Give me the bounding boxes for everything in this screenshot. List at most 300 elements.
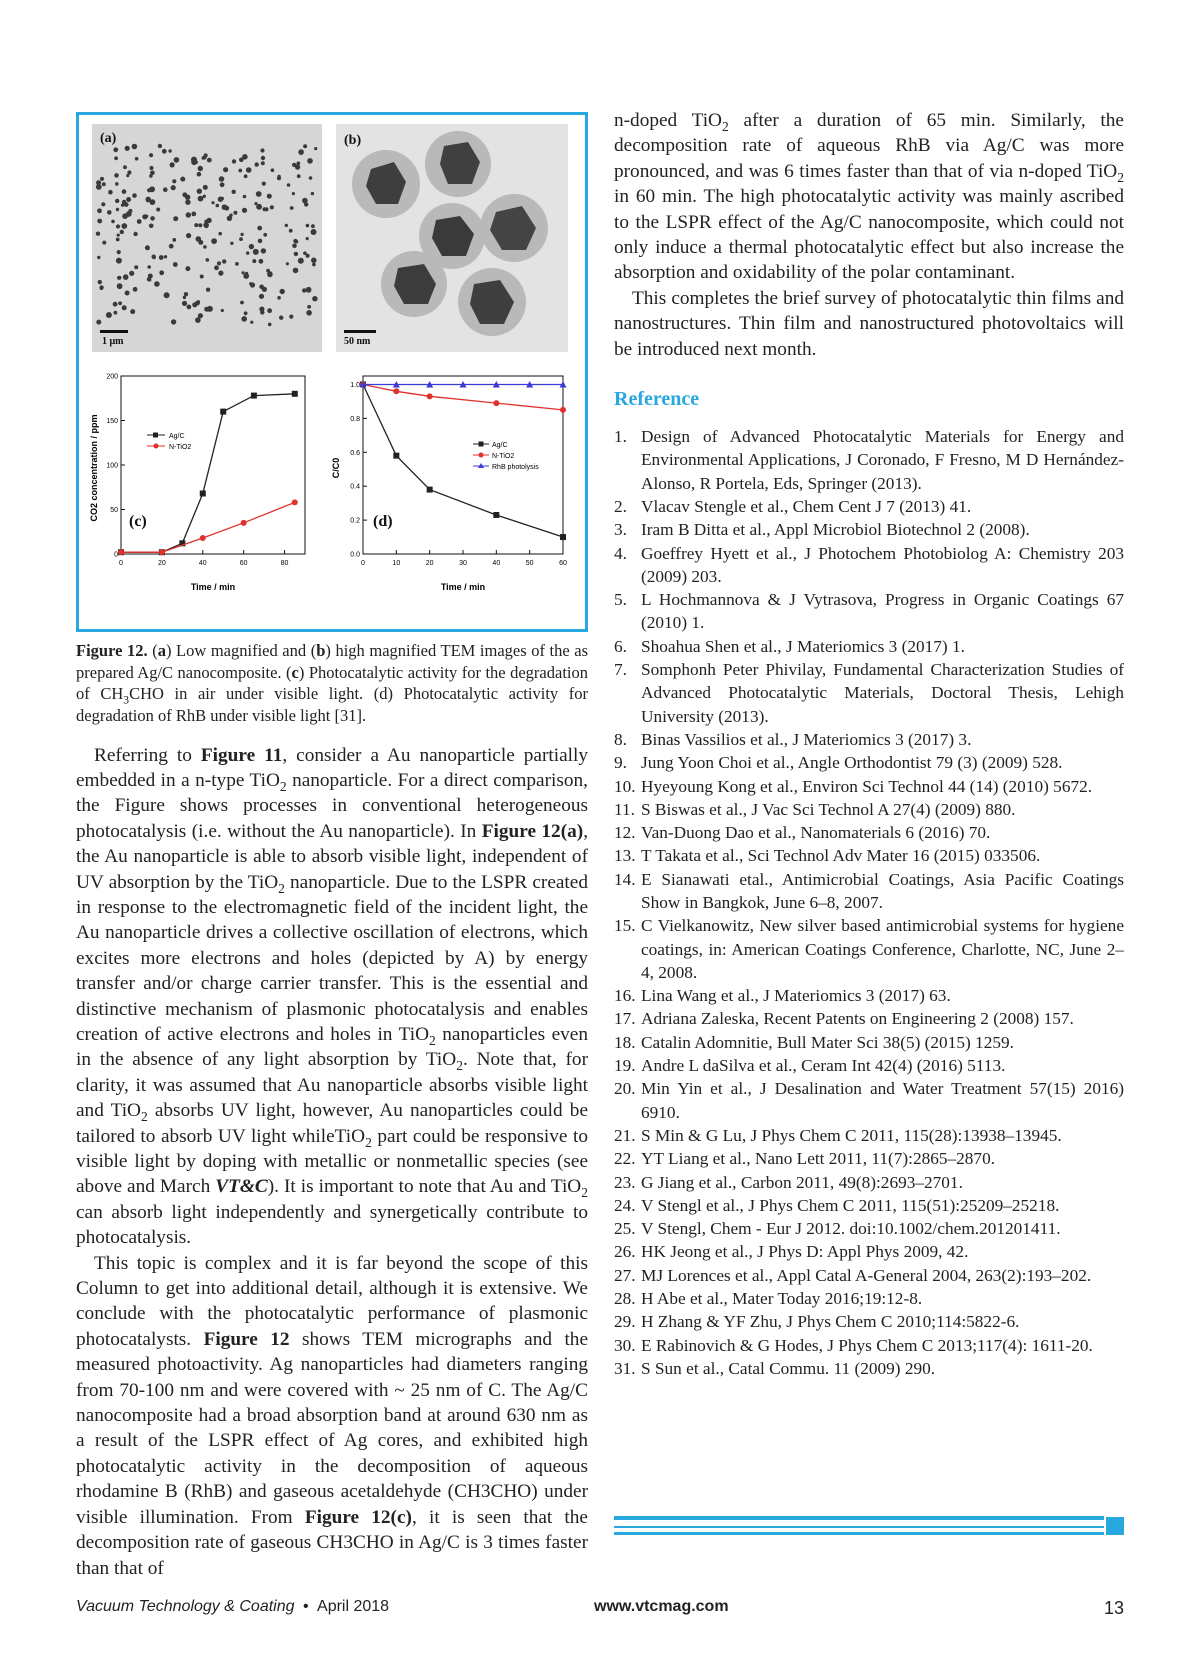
reference-item	[614, 518, 1124, 541]
reference-text: S Biswas et al., J Vac Sci Technol A 27(4) (2009) 880.	[641, 799, 1016, 819]
reference-item	[614, 425, 1124, 495]
nanoparticle	[115, 182, 119, 186]
footer-separator: •	[302, 1598, 309, 1615]
chart-c-legend-agc: Ag/C	[169, 433, 185, 440]
nanoparticle	[198, 196, 204, 202]
chart-d-ylabel: C/C0	[331, 457, 341, 479]
nanoparticle	[289, 315, 293, 319]
chart-c-legend-ntio2: N-TiO2	[169, 444, 192, 451]
reference-item	[614, 495, 1124, 518]
nanoparticle	[218, 271, 223, 276]
nanoparticle	[303, 251, 307, 255]
x-tick-label: 0	[361, 560, 365, 567]
nanoparticle	[147, 188, 151, 192]
data-point	[493, 400, 499, 406]
reference-text: Van-Duong Dao et al., Nanomaterials 6 (2016) 70.	[641, 823, 991, 843]
reference-text: Design of Advanced Photocatalytic Materials for Energy and Environmental Applications, J Coronado, F Fresno, M D Hernández-Alonso, R Portela, Eds, Springer (2013).	[641, 427, 1124, 493]
nanoparticle	[230, 242, 233, 245]
series-line-ag-c	[121, 394, 295, 552]
y-tick-label: 0.8	[350, 415, 360, 423]
x-tick-label: 80	[280, 560, 289, 567]
nanoparticle	[202, 156, 206, 160]
nanoparticle	[108, 190, 113, 195]
chart-d-legend-agc: Ag/C	[492, 442, 508, 449]
x-tick-label: 0	[119, 560, 123, 567]
nanoparticle	[135, 157, 139, 161]
y-tick-label: 200	[106, 373, 118, 381]
nanoparticle	[286, 262, 289, 265]
y-tick-label: 150	[106, 418, 118, 425]
nanoparticle	[158, 144, 162, 148]
nanoparticle	[294, 252, 298, 256]
nanoparticle	[211, 238, 217, 244]
nanoparticle	[197, 300, 200, 303]
reference-number: 20.	[614, 1079, 636, 1099]
reference-item	[614, 542, 1124, 589]
nanoparticle	[185, 200, 190, 205]
nanoparticle	[116, 258, 122, 264]
nanoparticle	[186, 233, 191, 238]
nanoparticle	[298, 149, 304, 155]
reference-item	[614, 821, 1124, 844]
nanoparticle	[150, 216, 155, 221]
nanoparticle	[137, 219, 142, 224]
nanoparticle	[203, 185, 208, 190]
data-point	[220, 409, 226, 415]
y-tick-label: 0.2	[350, 517, 360, 525]
y-tick-label: 100	[106, 462, 118, 470]
panel-b-label: (b)	[344, 133, 362, 148]
nanoparticle	[221, 309, 224, 312]
nanoparticle	[250, 321, 253, 324]
reference-number: 16.	[614, 986, 636, 1006]
paragraph-photocatalytic-performance: This topic is complex and it is far beyond the scope of this Column to get into additional detail, although it is extensive. We conclude with the photocatalytic performance of plasmonic photocatalysts. Figure 12 shows TEM micrographs and the measured photoactivity. Ag nanoparticles had diameters ranging from 70-100 nm and were covered with ~ 25 nm of C. The Ag/C nanocomposite had a broad absorption band at around 630 nm as a result of the LSPR effect of Ag cores, and exhibited high photocatalytic activity in the decomposition of aqueous rhodamine B (RhB) and gaseous acetaldehyde (CH3CHO) under visible illumination. From Figure 12(c), it is seen that the decomposition rate of gaseous CH3CHO in Ag/C is 3 times faster than that of	[76, 1252, 588, 1579]
scale-label-b: 50 nm	[344, 336, 371, 347]
scale-bar-a	[100, 330, 128, 333]
reference-item	[614, 798, 1124, 821]
nanoparticle	[129, 271, 134, 276]
chart-d-xlabel: Time / min	[440, 582, 486, 592]
nanoparticle	[242, 154, 248, 160]
nanoparticle	[134, 265, 138, 269]
nanoparticle	[253, 249, 259, 255]
reference-text: Hyeyoung Kong et al., Environ Sci Technol 44 (14) (2010) 5672.	[641, 776, 1093, 796]
reference-number: 27.	[614, 1265, 636, 1285]
nanoparticle	[132, 193, 137, 198]
nanoparticle	[311, 224, 315, 228]
divider-square	[1106, 1517, 1124, 1535]
nanoparticle	[219, 176, 225, 182]
reference-item	[614, 1054, 1124, 1077]
chart-d-legend-rhb: RhB photolysis	[492, 464, 539, 471]
nanoparticle	[97, 208, 102, 213]
reference-number: 24.	[614, 1195, 636, 1215]
journal-name: Vacuum Technology & Coating	[76, 1598, 295, 1615]
nanoparticle	[206, 218, 211, 223]
nanoparticle	[258, 239, 263, 244]
chart-d-legend	[473, 442, 539, 472]
nanoparticle	[218, 232, 222, 236]
data-point	[292, 499, 298, 505]
reference-item	[614, 1357, 1124, 1380]
reference-item	[614, 1194, 1124, 1217]
nanoparticle	[298, 258, 304, 264]
nanoparticle	[295, 240, 299, 244]
nanoparticle	[185, 266, 190, 271]
data-point	[241, 520, 247, 526]
nanoparticle	[187, 305, 192, 310]
reference-number: 11.	[614, 799, 635, 819]
nanoparticle	[182, 301, 187, 306]
figure-caption: Figure 12. (a) Low magnified and (b) high magnified TEM images of the as prepared Ag/C nanocomposite. (c) Photocatalytic activity for the degradation of $CH_3CHO$ in air under visible light. (d) Photocatalytic activity for degradation of RhB under visible light [31].	[76, 641, 589, 725]
nanoparticle	[312, 296, 317, 301]
reference-number: 1.	[614, 427, 627, 447]
nanoparticle	[149, 224, 154, 229]
nanoparticle	[122, 305, 127, 310]
nanoparticle	[174, 157, 180, 163]
nanoparticle	[306, 237, 309, 240]
reference-number: 31.	[614, 1358, 636, 1378]
nanoparticle	[163, 187, 168, 192]
nanoparticle	[164, 255, 167, 258]
nanoparticle	[114, 156, 118, 160]
nanoparticle	[122, 189, 127, 194]
y-tick-label: 1.0	[350, 381, 360, 389]
reference-heading: Reference	[614, 388, 700, 411]
nanoparticle	[111, 220, 115, 224]
tem-panel-a	[92, 124, 322, 352]
nanoparticle	[243, 273, 249, 279]
nanoparticle	[233, 211, 237, 215]
nanoparticle	[292, 244, 297, 249]
nanoparticle	[150, 171, 155, 176]
nanoparticle	[244, 174, 248, 178]
nanoparticle	[267, 194, 272, 199]
nanoparticle	[229, 214, 232, 217]
nanoparticle	[152, 256, 156, 260]
y-tick-label: 0.4	[350, 483, 360, 491]
nanoparticle	[106, 312, 112, 318]
left-body-text	[76, 743, 588, 1581]
nanoparticle	[96, 184, 102, 190]
reference-text: Adriana Zaleska, Recent Patents on Engineering 2 (2008) 157.	[641, 1009, 1074, 1029]
paragraph-plasmonic-mechanism: Referring to Figure 11, consider a Au nanoparticle partially embedded in a n-type TiO$_2$ nanoparticle. For a direct comparison, the Figure shows processes in conventional heterogeneous photocatalysis (i.e. without the Au nanoparticle). In Figure 12(a), the Au nanoparticle is able to absorb visible light, independent of UV absorption by the TiO$_2$ nanoparticle. Due to the LSPR created in response to the electromagnetic field of the incident light, the Au nanoparticle drives a collective oscillation of electrons, which excites more electrons and holes (depicted by A) by energy transfer and/or charge carrier transfer. This is the essential and distinctive mechanism of plasmonic photocatalysis and enables creation of active electrons and holes in TiO$_2$ nanoparticles even in the absence of any light absorption by TiO$_2$. Note that, for clarity, it was assumed that Au nanoparticle absorbs visible light and TiO$_2$ absorbs UV light, however, Au nanoparticles could be tailored to absorb UV light whileTiO$_2$ part could be responsive to visible light by doping with metallic or nonmetallic species (see above and March VT&C). It is important to note that Au and TiO$_2$ can absorb light independently and synergetically contribute to photocatalysis.	[76, 744, 589, 1249]
data-point	[427, 487, 433, 493]
reference-item	[614, 1147, 1124, 1170]
reference-text: T Takata et al., Sci Technol Adv Mater 16 (2015) 033506.	[641, 846, 1041, 866]
nanoparticle	[114, 311, 118, 315]
nanoparticle	[198, 313, 203, 318]
nanoparticle	[96, 232, 100, 236]
nanoparticle	[126, 197, 131, 202]
nanoparticle	[159, 255, 164, 260]
nanoparticle	[198, 223, 202, 227]
nanoparticle	[259, 259, 264, 264]
nanoparticle	[270, 205, 274, 209]
reference-item	[614, 1287, 1124, 1310]
reference-number: 13.	[614, 846, 636, 866]
left-column	[76, 112, 588, 1581]
reference-item	[614, 868, 1124, 915]
nanoparticle	[277, 176, 281, 180]
nanoparticle	[307, 158, 313, 164]
nanoparticle	[203, 245, 207, 249]
reference-text: Goeffrey Hyett et al., J Photochem Photobiolog A: Chemistry 203 (2009) 203.	[641, 543, 1124, 586]
nanoparticle	[173, 262, 178, 267]
nanoparticle	[102, 182, 106, 186]
scale-label-a: 1 μm	[102, 336, 124, 347]
reference-item	[614, 1310, 1124, 1333]
reference-item	[614, 728, 1124, 751]
reference-number: 18.	[614, 1032, 636, 1052]
reference-item	[614, 1264, 1124, 1287]
reference-item	[614, 1077, 1124, 1124]
nanoparticle	[147, 265, 151, 269]
nanoparticle	[246, 251, 249, 254]
series-line-n-tio2	[363, 385, 563, 410]
nanoparticle	[207, 158, 212, 163]
x-tick-label: 30	[459, 560, 467, 567]
reference-number: 3.	[614, 520, 627, 540]
reference-item	[614, 844, 1124, 867]
reference-number: 2.	[614, 496, 627, 516]
data-point	[118, 549, 124, 555]
nanoparticle	[121, 223, 127, 229]
reference-number: 29.	[614, 1312, 636, 1332]
reference-text: Shoahua Shen et al., J Materiomics 3 (2017) 1.	[641, 636, 965, 656]
nanoparticle	[197, 189, 202, 194]
caption-label: Figure 12.	[76, 641, 148, 660]
nanoparticle	[309, 176, 313, 180]
nanoparticle	[259, 307, 264, 312]
reference-text: S Min & G Lu, J Phys Chem C 2011, 115(28):13938–13945.	[641, 1125, 1062, 1145]
nanoparticle	[306, 224, 310, 228]
nanoparticle	[267, 308, 272, 313]
reference-text: Binas Vassilios et al., J Materiomics 3 (2017) 3.	[641, 729, 972, 749]
nanoparticle	[123, 165, 127, 169]
x-tick-label: 20	[157, 560, 166, 567]
nanoparticle	[223, 167, 228, 172]
nanoparticle	[257, 226, 262, 231]
nanoparticle	[238, 169, 242, 173]
chart-d	[327, 368, 577, 600]
nanoparticle	[302, 198, 308, 204]
nanoparticle	[117, 283, 123, 289]
nanoparticle	[132, 144, 138, 150]
nanoparticle	[118, 301, 122, 305]
nanoparticle	[156, 208, 160, 212]
nanoparticle	[261, 248, 266, 253]
nanoparticle	[113, 302, 118, 307]
nanoparticle	[115, 199, 119, 203]
x-tick-label: 20	[425, 560, 434, 567]
reference-text: HK Jeong et al., J Phys D: Appl Phys 2009, 42.	[641, 1242, 969, 1262]
x-tick-label: 60	[239, 560, 248, 567]
reference-number: 12.	[614, 823, 636, 843]
nanoparticle	[240, 233, 243, 236]
chart-c-ylabel: CO2 concentration / ppm	[89, 414, 99, 522]
nanoparticle	[303, 144, 307, 148]
nanoparticle	[191, 212, 196, 217]
nanoparticle	[168, 149, 171, 152]
reference-text: E Sianawati etal., Antimicrobial Coatings, Asia Pacific Coatings Show in Bangkok, June 6–8, 2007.	[641, 869, 1124, 912]
nanoparticle	[263, 233, 267, 237]
nanoparticle	[232, 159, 236, 163]
nanoparticle	[240, 301, 244, 305]
nanoparticle	[311, 192, 314, 195]
x-tick-label: 10	[392, 560, 401, 567]
tem-a-background	[92, 124, 322, 352]
chart-c-xlabel: Time / min	[190, 582, 236, 592]
nanoparticle	[262, 287, 267, 292]
nanoparticle	[122, 200, 126, 204]
reference-number: 14.	[614, 869, 636, 889]
nanoparticle	[220, 182, 225, 187]
nanoparticle	[162, 149, 167, 154]
nanoparticle	[200, 275, 204, 279]
nanoparticle	[263, 207, 267, 211]
nanoparticle	[170, 162, 175, 167]
right-column	[614, 108, 1124, 1380]
nanoparticle	[116, 238, 120, 242]
nanoparticle	[120, 230, 124, 234]
reference-text: Lina Wang et al., J Materiomics 3 (2017) 63.	[641, 986, 951, 1006]
chart-c-legend	[147, 433, 191, 452]
reference-text: L Hochmannova & J Vytrasova, Progress in Organic Coatings 67 (2010) 1.	[641, 590, 1124, 633]
nanoparticle	[117, 276, 121, 280]
footer-journal	[76, 1598, 389, 1616]
chart-d-panel-label: (d)	[373, 513, 393, 530]
nanoparticle	[116, 224, 120, 228]
reference-number: 30.	[614, 1335, 636, 1355]
series-line-n-tio2	[121, 502, 295, 552]
nanoparticle	[267, 272, 273, 278]
reference-item	[614, 1171, 1124, 1194]
nanoparticle	[285, 224, 288, 227]
nanoparticle	[241, 316, 247, 322]
nanoparticle	[102, 241, 106, 245]
nanoparticle	[297, 174, 301, 178]
nanoparticle	[244, 311, 248, 315]
chart-d-legend-ntio2: N-TiO2	[492, 453, 515, 460]
reference-item	[614, 1334, 1124, 1357]
reference-item	[614, 1124, 1124, 1147]
x-tick-label: 60	[559, 560, 567, 567]
nanoparticle	[125, 291, 130, 296]
footer-website[interactable]: www.vtcmag.com	[594, 1598, 729, 1615]
nanoparticle	[150, 199, 156, 205]
data-point	[200, 535, 206, 541]
reference-number: 8.	[614, 729, 627, 749]
nanoparticle	[123, 274, 129, 280]
data-point	[560, 407, 566, 413]
nanoparticle	[280, 289, 285, 294]
nanoparticle	[306, 287, 312, 293]
nanoparticle	[239, 237, 243, 241]
divider-rule-bottom	[614, 1532, 1104, 1535]
reference-number: 26.	[614, 1242, 636, 1262]
nanoparticle	[146, 198, 150, 202]
chart-c-frame	[121, 376, 305, 554]
nanoparticle	[164, 292, 170, 298]
nanoparticle	[197, 172, 202, 177]
figure-12	[76, 112, 588, 632]
reference-item	[614, 1240, 1124, 1263]
reference-text: V Stengl, Chem - Eur J 2012. doi:10.1002/chem.201201411.	[641, 1219, 1061, 1239]
nanoparticle	[287, 183, 291, 187]
nanoparticle	[148, 274, 153, 279]
paragraph-continuation: n-doped TiO$_2$ after a duration of 65 min. Similarly, the decomposition rate of aqueous RhB via Ag/C was more pronounced, and was 6 times faster than that of via n-doped TiO$_2$ in 60 min. The high photocatalytic activity was mainly ascribed to the LSPR effect of the Ag/C nanocomposite, which could not only induce a thermal photocatalytic effect but also increase the absorption and oxidability of the polar contaminant.	[614, 110, 1124, 284]
reference-number: 15.	[614, 916, 636, 936]
y-tick-label: 50	[110, 507, 118, 514]
data-point	[393, 388, 399, 394]
nanoparticle	[145, 245, 150, 250]
reference-number: 5.	[614, 590, 627, 610]
nanoparticle	[182, 192, 187, 197]
reference-number: 10.	[614, 776, 636, 796]
nanoparticle	[307, 305, 311, 309]
nanoparticle	[169, 244, 174, 249]
data-point	[251, 393, 257, 399]
reference-text: Jung Yoon Choi et al., Angle Orthodontist 79 (3) (2009) 528.	[641, 753, 1063, 773]
nanoparticle	[96, 320, 101, 325]
nanoparticle	[98, 280, 102, 284]
reference-number: 17.	[614, 1009, 636, 1029]
reference-item	[614, 1007, 1124, 1030]
nanoparticle	[206, 258, 210, 262]
reference-item	[614, 775, 1124, 798]
reference-text: Andre L daSilva et al., Ceram Int 42(4) (2016) 5113.	[641, 1056, 1006, 1076]
nanoparticle	[128, 209, 132, 213]
reference-item	[614, 751, 1124, 774]
nanoparticle	[279, 316, 283, 320]
nanoparticle	[271, 168, 275, 172]
nanoparticle	[101, 202, 105, 206]
data-point	[159, 549, 165, 555]
reference-text: YT Liang et al., Nano Lett 2011, 11(7):2865–2870.	[641, 1149, 996, 1169]
reference-text: S Sun et al., Catal Commu. 11 (2009) 290.	[641, 1358, 936, 1378]
nanoparticle	[113, 147, 118, 152]
nanoparticle	[235, 262, 239, 266]
reference-text: H Zhang & YF Zhu, J Phys Chem C 2010;114:5822-6.	[641, 1312, 1020, 1332]
nanoparticle	[207, 306, 213, 312]
divider-rule-mid	[614, 1526, 1104, 1528]
divider-rule-top	[614, 1516, 1104, 1520]
nanoparticle	[220, 197, 224, 201]
reference-number: 4.	[614, 543, 627, 563]
reference-number: 21.	[614, 1125, 636, 1145]
nanoparticle	[206, 288, 210, 292]
nanoparticle	[260, 148, 264, 152]
nanoparticle	[204, 223, 209, 228]
nanoparticle	[290, 206, 294, 210]
nanoparticle	[149, 153, 153, 157]
nanoparticle	[149, 166, 153, 170]
reference-text: G Jiang et al., Carbon 2011, 49(8):2693–2701.	[641, 1172, 963, 1192]
nanoparticle	[314, 147, 317, 150]
nanoparticle	[192, 302, 197, 307]
reference-item	[614, 588, 1124, 635]
nanoparticle	[232, 190, 236, 194]
reference-text: Somphonh Peter Phivilay, Fundamental Characterization Studies of Advanced Photocatalytic Materials, Doctoral Thesis, Lehigh University (2013).	[641, 660, 1124, 726]
nanoparticle	[127, 170, 131, 174]
nanoparticle	[116, 208, 119, 211]
x-tick-label: 50	[525, 560, 534, 567]
issue-date: April 2018	[317, 1598, 390, 1615]
nanoparticle	[256, 191, 262, 197]
nanoparticle	[252, 259, 256, 263]
reference-text: MJ Lorences et al., Appl Catal A-General 2004, 263(2):193–202.	[641, 1265, 1092, 1285]
